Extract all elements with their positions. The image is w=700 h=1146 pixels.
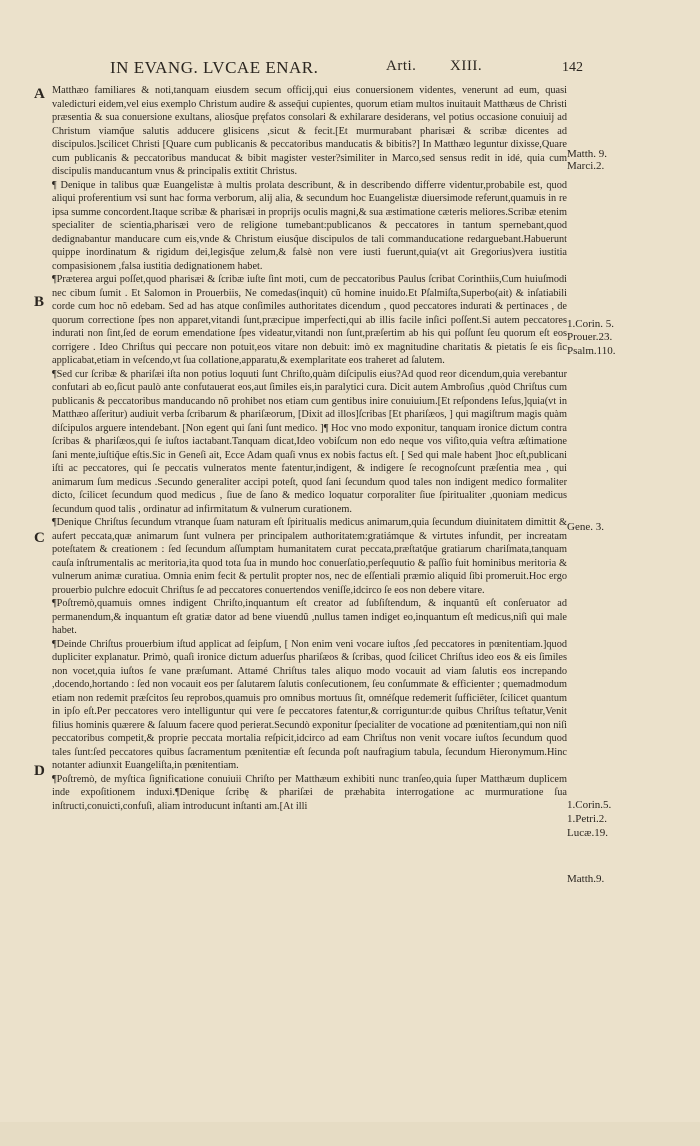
paragraph: ¶Sed cur ſcribæ & phariſæi iſta non potius loquuti ſunt Chriſto,quàm diſcipulis eius?Ad quod reor dicendum,quia verebantur confutari ab eo,ſicut paulò ante confutauerat eos,aut ſimiles eis,in paralytici cura. Dicit autem Ambroſius ,quòd Chriſtus cum publicanis & peccatoribus manducando nõ prohibet nos etiam cum gentibus inire conuiuium.[Et reſpondens Ieſus,]quia(vt in Matthæo aſſeritur) audiuit verba ſcribarum & phariſæorum, [Dixit ad illos]ſcribas [Et phariſæos, ] qui magiſtrum magis quàm diſcipulos arguere intendebant. [Non egent qui ſani ſunt medico. ]¶ Hoc vno modo exponitur, tanquam ironice dictum contra ſcribas & phariſæos,qui ſe iuſtos iactabant.Tanquam dicat,Ideo vobiſcum non edo neque vos viſito,quia veſtra æſtimatione ſani mente,iuſtiq̃ue eſtis.Sic in Geneſi ait, Ecce Adam quaſi vnus ex nobis factus eſt. [ Sed qui male habent ]hoc eſt,publicani iſti ac peccatores, qui ſe peccatis vulneratos mente fatentur,indigent, & indigere ſe recognoſcunt præſentia mea , qui animarum ſum medicus .Secundo generaliter accipi poteſt, quod ſani ſecundum quod tales non indigent medico formaliter dicto, ſcilicet ſecundum quod medicus , ſiue de ſano & medico loquatur corporaliter ſiue ſpiritualiter ,quoniam medicus ſecundum quod talis , ordinatur ad infirmitatum & vulnerum curationem. xyxy=(52,368,567,515)
marginal-ref: Matth. 9. xyxy=(567,148,608,160)
page-edge xyxy=(0,1122,700,1146)
section-letter-b: B xyxy=(34,294,45,310)
section-letter-d: D xyxy=(34,763,45,779)
marginal-ref: 1.Corin. 5. xyxy=(567,318,615,330)
marginal-ref: 1.Corin.5. xyxy=(567,799,612,811)
paragraph: ¶Poſtremò, de myſtica ſignificatione conuiuii Chriſto per Matthæum exhibiti nunc tranſeo,quia ſuper Matthæum duplicem inde expoſitionem induxi.¶Denique ſcribę & phariſæi de præhabita interrogatione ac murmuratione ſua inſtructi,conuicti,confuſi, aliam introducunt inſtanti am.[At illi xyxy=(52,773,567,812)
marginal-ref: Prouer.23. xyxy=(567,331,613,343)
paragraph: ¶ Denique in talibus quæ Euangelistæ à multis prolata describunt, & in describendo differre videntur,probabile est, quod aliqui proferentium vsi sunt hac forma verborum, alij alia, & secundum hoc Euangelistæ diuersimode referunt,quamuis in re ipsa summe concordent.Itaque scribæ & pharisæi in proprijs oculis magni,& sua æstimatione cæteris meliores.Scribæ etenim specialiter de scientia,pharisæi vero de religione tumebant:publicanos & peccatores in tantum spernebant,quod dedignabantur manducare cum eis,vnde & Christum eiusq̃ue discipulos de tali commanducatione redarguebant.Habuerunt quippe inordinatum & rigidum dei,legisq̃ue zelum,& falsè non vere iusti fuerunt,quia(vt ait Gregorius)vera iustitia compasisionem ,falsa iustitia dedignationem habet. xyxy=(52,179,567,272)
paragraph: Matthæo familiares & noti,tanquam eiusdem secum officij,qui eius conuersionem videntes, venerunt ad eum, quasi valedicturi eidem,vel eius exemplo Christum audire & asseq̃ui cupientes, quorum etiam multos inuitauit Matthæus de Christi præsentia & sua conuersione exultans, aliosq̃ue pręfatos consolari & exhilarare desiderans, vel potius occasione conuiuij ad Christum viamq̃ue salutis adducere glisicens ,sicut & fecit.[Et murmurabant pharisæi & scribæ dicentes ad discipulos.]scilicet Christi [Quare cum publicanis & peccatoribus manducatis & bibitis?] In Matthæo leguntur dixisse,Quare cum publicanis & peccatoribus manducat & bibit magister vester?similiter in Marco,sed sensus redit in idé, quia cum discipulis manducantum vnus & principalis extitit Christus. xyxy=(52,85,567,177)
header-title: IN EVANG. LVCAE ENAR. xyxy=(110,58,319,77)
paragraph: ¶Præterea argui poſſet,quod pharisæi & ſcribæ iuſte ſint moti, cum de peccatoribus Paulus ſcribat Corinthiis,Cum huiuſmodi nec cibum ſumit . Et Salomon in Prouerbiis, Ne comedas(inquit) cũ homine inuido.Et Pſalmiſta,Superbo(ait) & inſatiabili corde cum hoc nõ edebam. Sed ad has atque conſimiles authoritates dicendum , quod peccatores indurati & pertinaces , de quorum correctione ſpes non apparet,vitandi ſunt,præcipue imperfecti,qui ab illis facile inſici poſſent.Si autem peccatores indurati non ſint,ſed de eorum emendatione ſpes videatur,vitandi non ſunt,præſertim ab his qui poſſunt ſeu quorum eſt eos corrigere . Ideo Chriſtus qui peccare non potuit,eos vitare non debuit: imò ex magnitudine charitatis & pietatis ſe eis ſic applicabat,etiam in veſcendo,vt ſua collatione,apparatu,& exemplaritate eos traheret ad ſalutem. xyxy=(52,274,567,366)
paragraph: ¶Deinde Chriſtus prouerbium iſtud applicat ad ſeipſum, [ Non enim veni vocare iuſtos ,ſed peccatores in pœnitentiam.]quod dupliciter explanatur. Primò, quaſi ironice dictum aduerſus phariſæos & ſcribas, quod ſcilicet Chriſtus ideo eos & eis ſimiles non vocet,quia iuſtos ſe vane præſumant. Attamé Chriſtus tales aliquo modo vocauit ad viam ſalutis eos increpando ,docendo,hortando : ſed non vocauit eos per ſalutarem ſalutis conſecutionem, ſeu conſummate & efficienter ; quemadmodum etiam non redemit præſcitos ſeu reprobos,quamuis pro omnibus mortuus ſit, omnéſque redemerit ſufficiëter, ſcilicet quantum in ipſo eſt.Per peccatores vero intelliguntur qui vere ſe peccatores fatentur,& corriguntur:de quibus Chriſtus teſtatur,Venit filius hominis quærere & ſaluum facere quod perierat.Secundò exponitur ſpecialiter de vocatione ad pœnitentiam,qui non niſi peccatoribus competit,& proprie peccata mortalia reſpicit,idcirco ad eam Chriſtus non venit vocare iuſtos ſecundum quod tales ſunt:ſed peccatores quibus ſacramentum pœnitentiæ eſt ſecunda poſt naufragium tabula, ſecundum Hieronymum.Hinc notanter adiunxit Euangeliſta,in pœnitentiam. xyxy=(52,638,567,771)
commentary-text xyxy=(52,84,567,813)
page-number: 142 xyxy=(562,60,583,75)
marginal-ref: Lucæ.19. xyxy=(567,827,608,839)
marginal-ref: Psalm.110. xyxy=(567,345,616,357)
marginal-ref: 1.Petri.2. xyxy=(567,813,608,825)
paragraph: ¶Poſtremò,quamuis omnes indigent Chriſto,inquantum eſt creator ad ſubſiſtendum, & inquantũ eſt conſeruator ad permanendum,& inquantum eſt gratiæ dator ad bene viuendũ ,nullus tamen indiget eo,inquantum eſt medicus,niſi qui male habet. xyxy=(52,598,567,636)
header-art: Arti. xyxy=(386,58,417,74)
header-article-number: XIII. xyxy=(450,58,483,74)
section-letter-a: A xyxy=(34,86,45,102)
marginal-ref: Marci.2. xyxy=(567,160,605,172)
marginal-ref: Matth.9. xyxy=(567,873,605,885)
section-letter-c: C xyxy=(34,530,45,546)
paragraph: ¶Denique Chriſtus ſecundum vtranque ſuam naturam eſt ſpiritualis medicus animarum,quia ſecundum diuinitatem dimittit & aufert peccata,quæ animarum ſunt vulnera per principalem authoritatem:gratiámque & virtutes infundit, per increatam poteſtatem & creationem : ſed ſecundum aſſumptam humanitatem curat peccata,præſtatq̃ue gratiarum chariſmata,tanquam cauſa inſtrumentalis ac meritoria,ita quod tota ſua in mundo hoc conuerſatio,perſequutio & paſſio fuit hominibus meritoria & vulnerum animæ curatiua. Omnia enim fecit & pertulit propter nos, nec de eſſentiali præmio aliquid ſibi promeruit.Hoc ergo prouerbio pulchre edocuit Chriſtus ſe ad peccatores conuertendos veniſſe,idcirco ſe eos non debere vitare. xyxy=(52,517,567,596)
marginal-ref: Gene. 3. xyxy=(567,521,604,533)
